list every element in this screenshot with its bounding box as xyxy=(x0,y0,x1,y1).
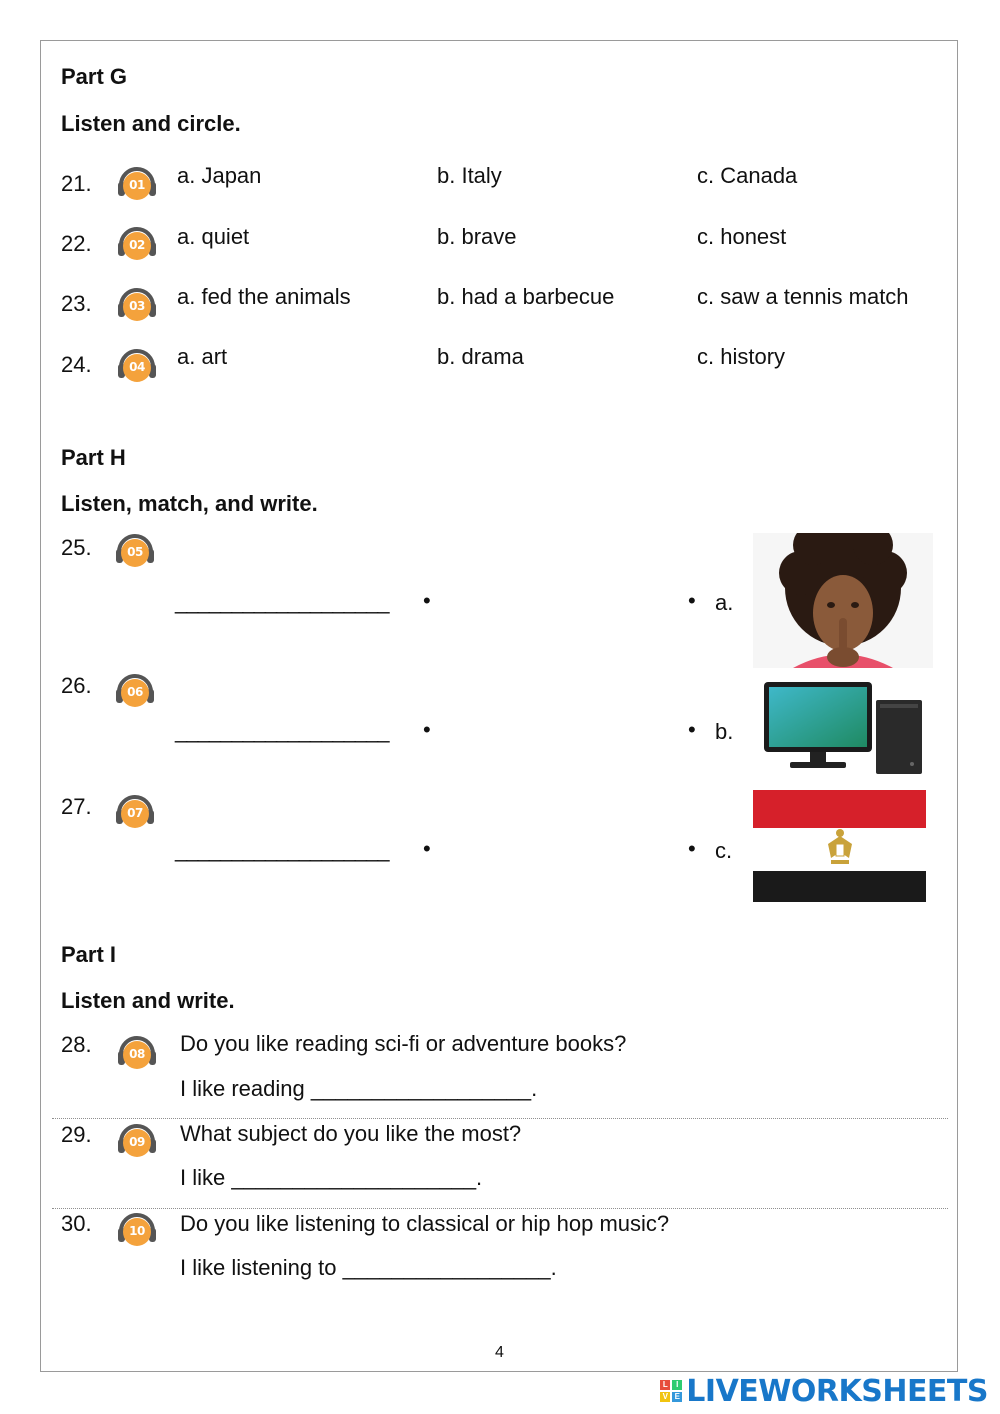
question-text: What subject do you like the most? xyxy=(180,1121,522,1146)
dotted-separator xyxy=(52,1118,948,1119)
question-number: 21. xyxy=(61,171,92,196)
page-number: 4 xyxy=(495,1344,504,1361)
option-a[interactable]: a. art xyxy=(177,344,228,369)
answer-blank[interactable]: ___________________ xyxy=(175,718,389,743)
headphone-icon[interactable] xyxy=(116,284,158,324)
question-number: 26. xyxy=(61,673,92,698)
option-a[interactable]: a. Japan xyxy=(177,163,262,188)
track-number: 03 xyxy=(129,299,145,313)
answer-line[interactable]: I like reading __________________. xyxy=(180,1076,538,1101)
headphone-icon[interactable] xyxy=(114,791,156,831)
match-dot-left[interactable]: • xyxy=(423,717,431,742)
track-number: 10 xyxy=(129,1224,145,1238)
egypt-flag-picture xyxy=(753,790,926,902)
desktop-computer-picture xyxy=(762,680,926,775)
part-h-instruction: Listen, match, and write. xyxy=(61,491,318,516)
option-b[interactable]: b. had a barbecue xyxy=(437,284,615,309)
match-dot-right[interactable]: • xyxy=(688,717,696,742)
liveworksheets-logo[interactable] xyxy=(660,1372,988,1410)
option-c[interactable]: c. saw a tennis match xyxy=(697,284,909,309)
match-dot-left[interactable]: • xyxy=(423,836,431,861)
brand-wordmark: LIVEWORKSHEETS xyxy=(686,1373,988,1409)
headphone-icon[interactable] xyxy=(116,223,158,263)
question-number: 30. xyxy=(61,1211,92,1236)
option-b[interactable]: b. brave xyxy=(437,224,517,249)
match-option-label: a. xyxy=(715,590,734,615)
question-number: 27. xyxy=(61,794,92,819)
match-dot-left[interactable]: • xyxy=(423,588,431,613)
headphone-icon[interactable] xyxy=(114,670,156,710)
option-c[interactable]: c. history xyxy=(697,344,786,369)
question-number: 23. xyxy=(61,291,92,316)
match-dot-right[interactable]: • xyxy=(688,588,696,613)
track-number: 06 xyxy=(127,685,143,699)
part-g-title: Part G xyxy=(61,64,128,89)
answer-blank[interactable]: ___________________ xyxy=(175,837,389,862)
logo-blocks-icon: L I V E xyxy=(660,1380,682,1402)
question-number: 25. xyxy=(61,535,92,560)
eagle-emblem-icon xyxy=(825,828,855,868)
question-text: Do you like listening to classical or hip hop music? xyxy=(180,1211,670,1236)
match-option-label: c. xyxy=(715,838,733,863)
match-dot-right[interactable]: • xyxy=(688,836,696,861)
match-option-label: b. xyxy=(715,719,734,744)
track-number: 02 xyxy=(129,238,145,252)
track-number: 01 xyxy=(129,178,145,192)
answer-blank[interactable]: ___________________ xyxy=(175,589,389,614)
track-number: 05 xyxy=(127,545,143,559)
headphone-icon[interactable] xyxy=(114,530,156,570)
track-number: 09 xyxy=(129,1135,145,1149)
headphone-icon[interactable] xyxy=(116,1209,158,1249)
dotted-separator xyxy=(52,1208,948,1209)
headphone-icon[interactable] xyxy=(116,345,158,385)
answer-line[interactable]: I like listening to _________________. xyxy=(180,1255,557,1280)
question-text: Do you like reading sci-fi or adventure books? xyxy=(180,1031,627,1056)
flag-black-stripe xyxy=(753,871,926,902)
track-number: 07 xyxy=(127,806,143,820)
headphone-icon[interactable] xyxy=(116,163,158,203)
option-a[interactable]: a. quiet xyxy=(177,224,250,249)
headphone-icon[interactable] xyxy=(116,1120,158,1160)
track-number: 08 xyxy=(129,1047,145,1061)
question-number: 29. xyxy=(61,1122,92,1147)
option-b[interactable]: b. drama xyxy=(437,344,524,369)
question-number: 24. xyxy=(61,352,92,377)
option-c[interactable]: c. honest xyxy=(697,224,787,249)
question-number: 28. xyxy=(61,1032,92,1057)
part-h-title: Part H xyxy=(61,445,126,470)
part-i-instruction: Listen and write. xyxy=(61,988,235,1013)
girl-shushing-picture xyxy=(753,533,933,668)
part-i-title: Part I xyxy=(61,942,117,967)
option-a[interactable]: a. fed the animals xyxy=(177,284,351,309)
part-g-instruction: Listen and circle. xyxy=(61,111,241,136)
headphone-icon[interactable] xyxy=(116,1032,158,1072)
question-number: 22. xyxy=(61,231,92,256)
flag-red-stripe xyxy=(753,790,926,828)
track-number: 04 xyxy=(129,360,145,374)
answer-line[interactable]: I like ____________________. xyxy=(180,1165,483,1190)
option-c[interactable]: c. Canada xyxy=(697,163,798,188)
option-b[interactable]: b. Italy xyxy=(437,163,502,188)
